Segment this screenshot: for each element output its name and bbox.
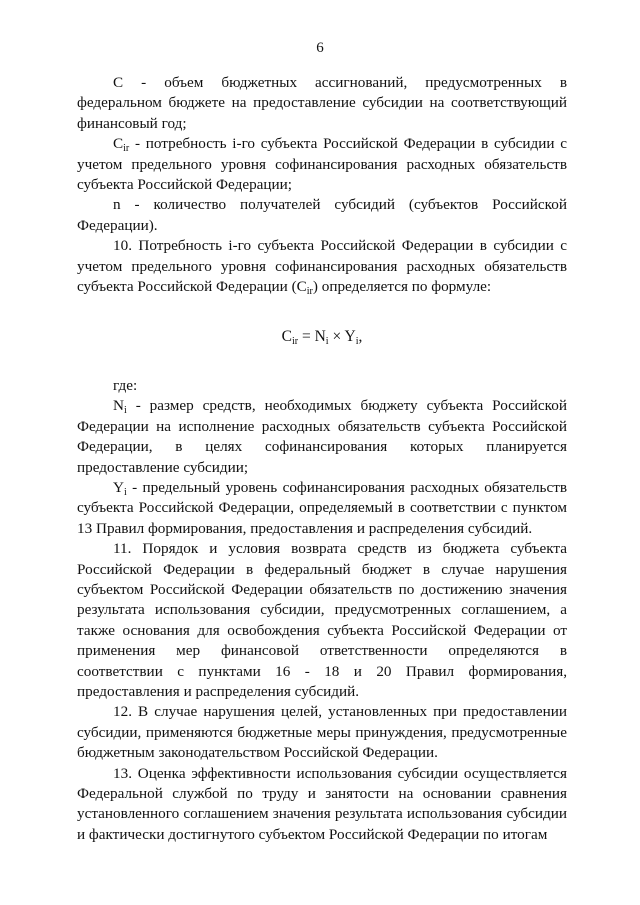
document-body	[77, 73, 567, 845]
paragraph-11: 11. Порядок и условия возврата средств из бюджета субъекта Российской Федерации в федеральный бюджет в случае нарушения субъектом Российской Федерации обязательств по достижению значения результата использования субсидии, предусмотренных соглашением, а также основания для освобождения субъекта Российской Федерации от применения мер финансовой ответственности определяются в соответствии с пунктами 16 - 18 и 20 Правил формирования, предоставления и распределения субсидий.	[77, 540, 567, 700]
definition-n-text: - количество получателей субсидий (субъектов Российской Федерации).	[77, 196, 567, 234]
symbol-yi: $Y_i$	[113, 478, 127, 498]
where-label: где:	[113, 376, 138, 394]
symbol-c: C	[113, 74, 124, 91]
paragraph-10: 10. Потребность i-го субъекта Российской Федерации в субсидии с учетом предельного уровня софинансирования расходных обязательств субъекта Российской Федерации $(C_{ir})$ определяется по формуле:	[77, 237, 567, 298]
definition-cir	[77, 134, 567, 195]
paragraph-13: 13. Оценка эффективности использования субсидии осуществляется Федеральной службой по труду и занятости на основании сравнения установленного соглашением значения результата использования субсидии и фактически достигнутого субъектом Российской Федерации по итогам	[77, 764, 567, 843]
definition-n	[77, 195, 567, 236]
symbol-cir-inline: $C_{ir}$	[296, 278, 313, 298]
paragraph-12: 12. В случае нарушения целей, установленных при предоставлении субсидии, применяются бюджетные меры принуждения, предусмотренные бюджетным законодательством Российской Федерации.	[77, 703, 567, 762]
symbol-ni: $N_i$	[113, 397, 127, 417]
definition-yi-text: - предельный уровень софинансирования расходных обязательств субъекта Российской Федерации, определяемый в соответствии с пунктом 13 Правил формирования, предоставления и распределения субсидий.	[77, 478, 567, 537]
definition-ni-text: - размер средств, необходимых бюджету субъекта Российской Федерации на исполнение расходных обязательств субъекта Российской Федерации, в целях софинансирования которых планируется предоставление субсидии;	[77, 397, 567, 476]
symbol-cir: $C_{ir}$	[113, 135, 130, 155]
formula: $C_{ir} = N_i \times Y_i$,	[281, 328, 363, 348]
definition-cir-text: - потребность i-го субъекта Российской Федерации в субсидии с учетом предельного уровня софинансирования расходных обязательств субъекта Российской Федерации;	[77, 135, 567, 194]
page-number: 6	[316, 40, 324, 56]
definition-yi	[77, 478, 567, 539]
definition-c	[77, 73, 567, 134]
definition-c-text: - объем бюджетных ассигнований, предусмотренных в федеральном бюджете на предоставление субсидии на соответствующий финансовый год;	[77, 74, 567, 132]
symbol-n: n	[113, 196, 121, 214]
definition-ni	[77, 396, 567, 478]
